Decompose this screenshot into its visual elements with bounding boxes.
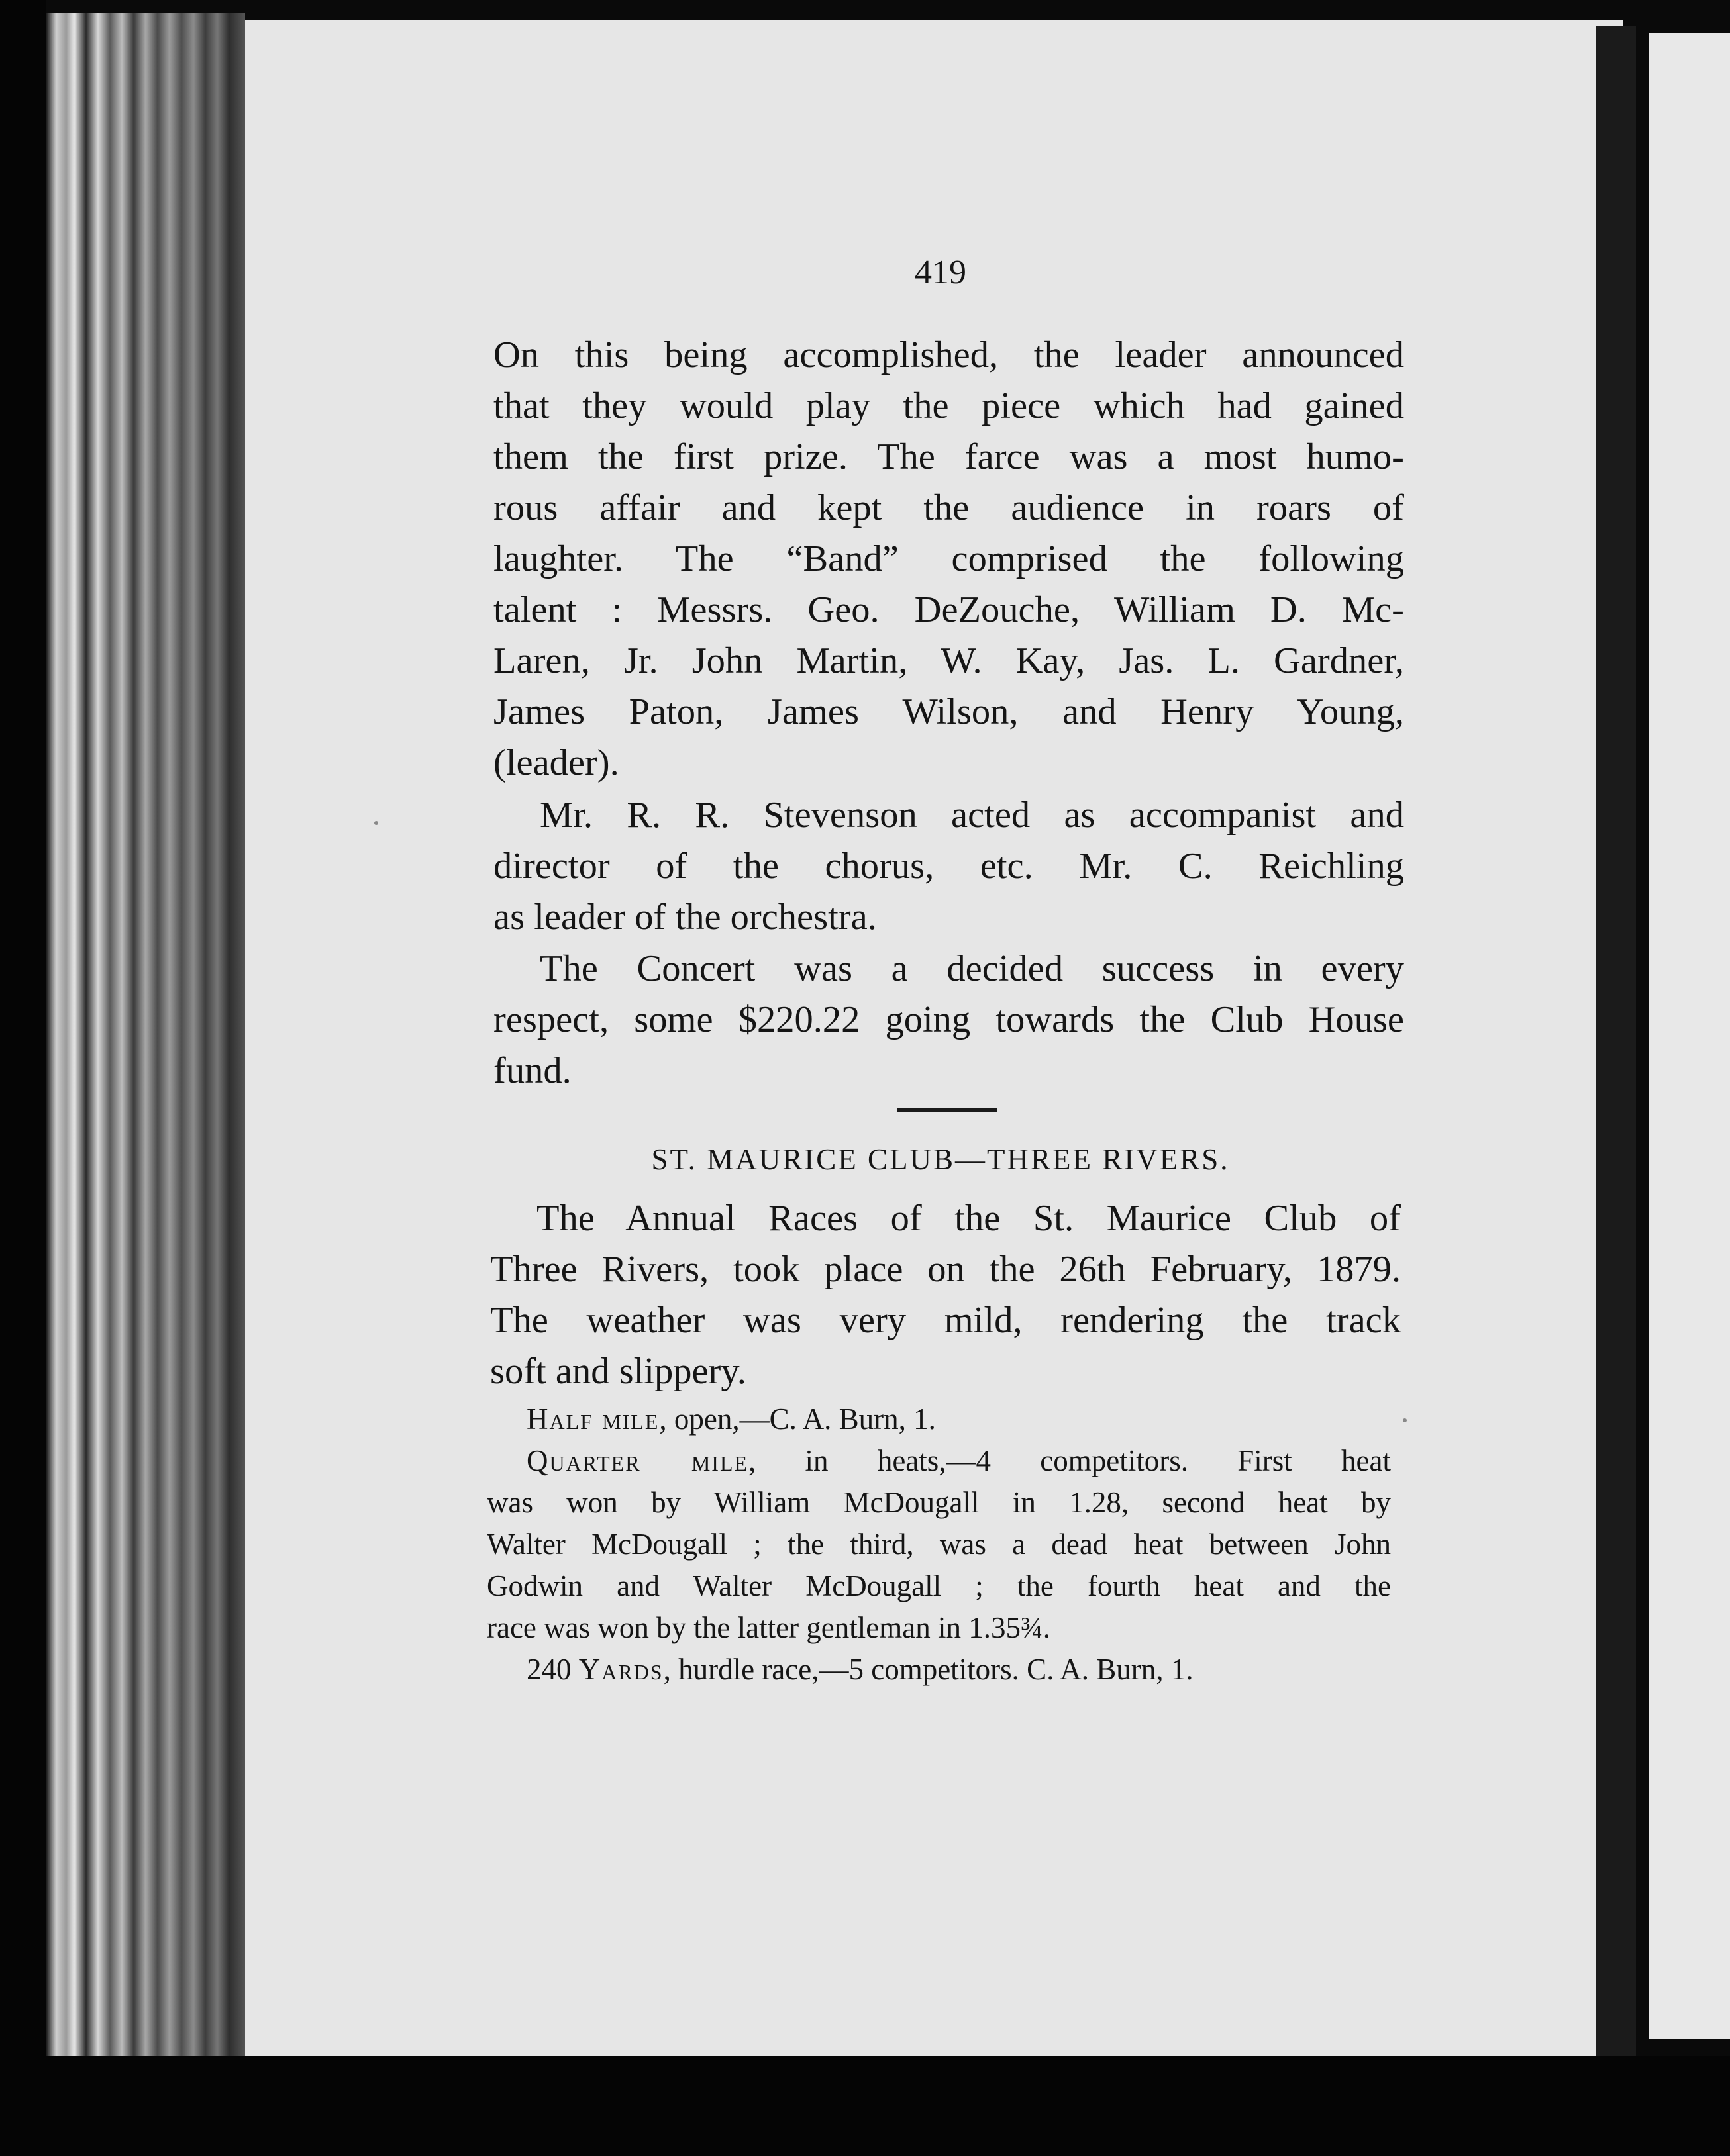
scan-bottom-border bbox=[0, 2056, 1730, 2156]
race-event-label: Half mile bbox=[527, 1402, 660, 1436]
paragraph-band bbox=[493, 330, 1404, 789]
text-line: soft and slippery. bbox=[490, 1351, 747, 1392]
text-line: fund. bbox=[493, 1050, 572, 1091]
book-page-edges bbox=[46, 13, 245, 2056]
paragraph-concert bbox=[493, 944, 1404, 1097]
text-line: that they would play the piece which had gained bbox=[493, 385, 1404, 426]
text-line: On this being accomplished, the leader announced bbox=[493, 334, 1404, 375]
text-line: as leader of the orchestra. bbox=[493, 897, 877, 938]
text-line: was won by William McDougall in 1.28, second heat by bbox=[487, 1486, 1391, 1519]
race-results bbox=[487, 1398, 1391, 1690]
text-line: director of the chorus, etc. Mr. C. Reichling bbox=[493, 846, 1404, 887]
adjacent-page-edge bbox=[1649, 33, 1730, 2039]
race-event-label: Yards bbox=[578, 1653, 664, 1686]
text-line: The Concert was a decided success in every bbox=[540, 948, 1404, 989]
page-number: 419 bbox=[915, 254, 966, 291]
page-gutter-shadow bbox=[1596, 26, 1636, 2059]
text-line: Laren, Jr. John Martin, W. Kay, Jas. L. Gardner, bbox=[493, 640, 1404, 681]
paragraph-annual-races bbox=[490, 1193, 1401, 1397]
text-line: respect, some $220.22 going towards the Club House bbox=[493, 999, 1404, 1040]
race-detail: , hurdle race,—5 competitors. C. A. Burn, 1. bbox=[663, 1653, 1194, 1686]
speck-mark bbox=[374, 821, 378, 825]
text-line: talent : Messrs. Geo. DeZouche, William D. Mc- bbox=[493, 589, 1404, 630]
text-line: race was won by the latter gentleman in 1.35¾. bbox=[487, 1611, 1050, 1644]
race-prefix: 240 bbox=[527, 1653, 579, 1686]
text-line: The weather was very mild, rendering the track bbox=[490, 1300, 1401, 1341]
text-line: them the first prize. The farce was a most humo- bbox=[493, 436, 1404, 477]
race-quarter-mile bbox=[487, 1440, 1391, 1482]
text-line: Walter McDougall ; the third, was a dead heat between John bbox=[487, 1528, 1391, 1561]
speck-mark bbox=[1403, 1418, 1407, 1422]
text-line: Three Rivers, took place on the 26th February, 1879. bbox=[490, 1249, 1401, 1290]
race-event-label: Quarter mile bbox=[527, 1444, 749, 1477]
text-line: laughter. The “Band” comprised the following bbox=[493, 538, 1404, 579]
race-half-mile bbox=[487, 1398, 1391, 1440]
race-240-yards bbox=[487, 1649, 1391, 1690]
text-line: James Paton, James Wilson, and Henry Young, bbox=[493, 691, 1404, 732]
race-detail: , open,—C. A. Burn, 1. bbox=[659, 1402, 936, 1436]
text-line: Mr. R. R. Stevenson acted as accompanist and bbox=[540, 795, 1404, 836]
text-line: The Annual Races of the St. Maurice Club of bbox=[536, 1198, 1401, 1239]
text-line: rous affair and kept the audience in roars of bbox=[493, 487, 1404, 528]
race-detail: , in heats,—4 competitors. First heat bbox=[748, 1444, 1391, 1477]
scan-left-border bbox=[0, 0, 46, 2156]
text-line: Godwin and Walter McDougall ; the fourth heat and the bbox=[487, 1569, 1391, 1602]
section-divider bbox=[897, 1108, 997, 1112]
text-line: (leader). bbox=[493, 742, 619, 783]
paragraph-accompanist bbox=[493, 790, 1404, 943]
section-heading: ST. MAURICE CLUB—THREE RIVERS. bbox=[651, 1143, 1230, 1176]
